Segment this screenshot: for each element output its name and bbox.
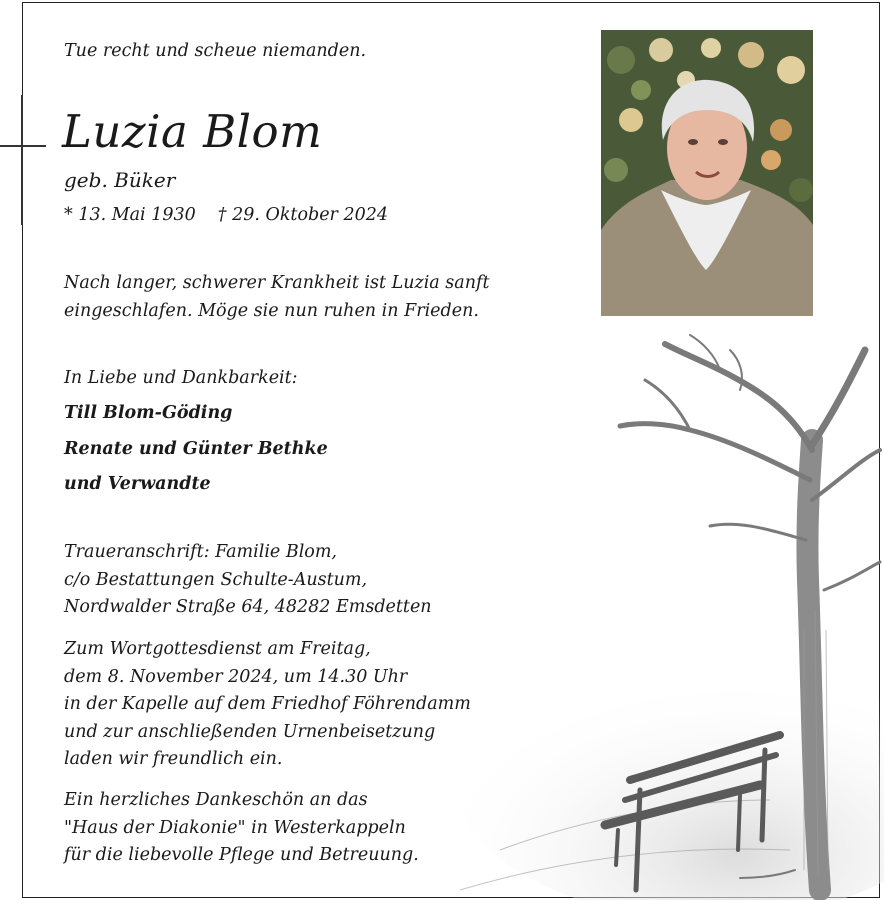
- message-line: eingeschlafen. Möge sie nun ruhen in Frieden.: [64, 300, 479, 321]
- thanks-note: [64, 787, 419, 870]
- service-line: dem 8. November 2024, um 14.30 Uhr: [64, 666, 408, 687]
- family-member: Renate und Günter Bethke: [64, 439, 328, 459]
- service-line: und zur anschließenden Urnenbeisetzung: [64, 721, 436, 742]
- birth-name: geb. Büker: [64, 168, 176, 192]
- life-dates: [64, 201, 388, 229]
- thanks-line: Ein herzliches Dankeschön an das: [64, 790, 368, 810]
- death-date: † 29. Oktober 2024: [217, 205, 389, 225]
- message-line: Nach langer, schwerer Krankheit ist Luzia sanft: [64, 273, 490, 293]
- address-line: Traueranschrift: Familie Blom,: [64, 542, 337, 562]
- thanks-line: für die liebevolle Pflege und Betreuung.: [64, 845, 419, 865]
- service-notice: [64, 636, 471, 774]
- service-line: Zum Wortgottesdienst am Freitag,: [64, 639, 371, 659]
- birth-date: * 13. Mai 1930: [64, 205, 196, 225]
- service-line: laden wir freundlich ein.: [64, 749, 283, 769]
- motto: Tue recht und scheue niemanden.: [64, 41, 367, 61]
- message: [64, 270, 490, 325]
- deceased-name: Luzia Blom: [62, 105, 323, 158]
- family-member: und Verwandte: [64, 474, 211, 494]
- portrait-photo: [601, 30, 813, 316]
- family-member: Till Blom-Göding: [64, 403, 233, 423]
- address-line: c/o Bestattungen Schulte-Austum,: [64, 569, 368, 590]
- cross-icon: [0, 95, 46, 225]
- tree-bench-sketch: [440, 330, 884, 900]
- service-line: in der Kapelle auf dem Friedhof Föhrendamm: [64, 694, 471, 714]
- mourning-address: [64, 539, 432, 622]
- address-line: Nordwalder Straße 64, 48282 Emsdetten: [64, 597, 432, 617]
- family-intro: In Liebe und Dankbarkeit:: [64, 368, 298, 388]
- thanks-line: "Haus der Diakonie" in Westerkappeln: [64, 817, 406, 838]
